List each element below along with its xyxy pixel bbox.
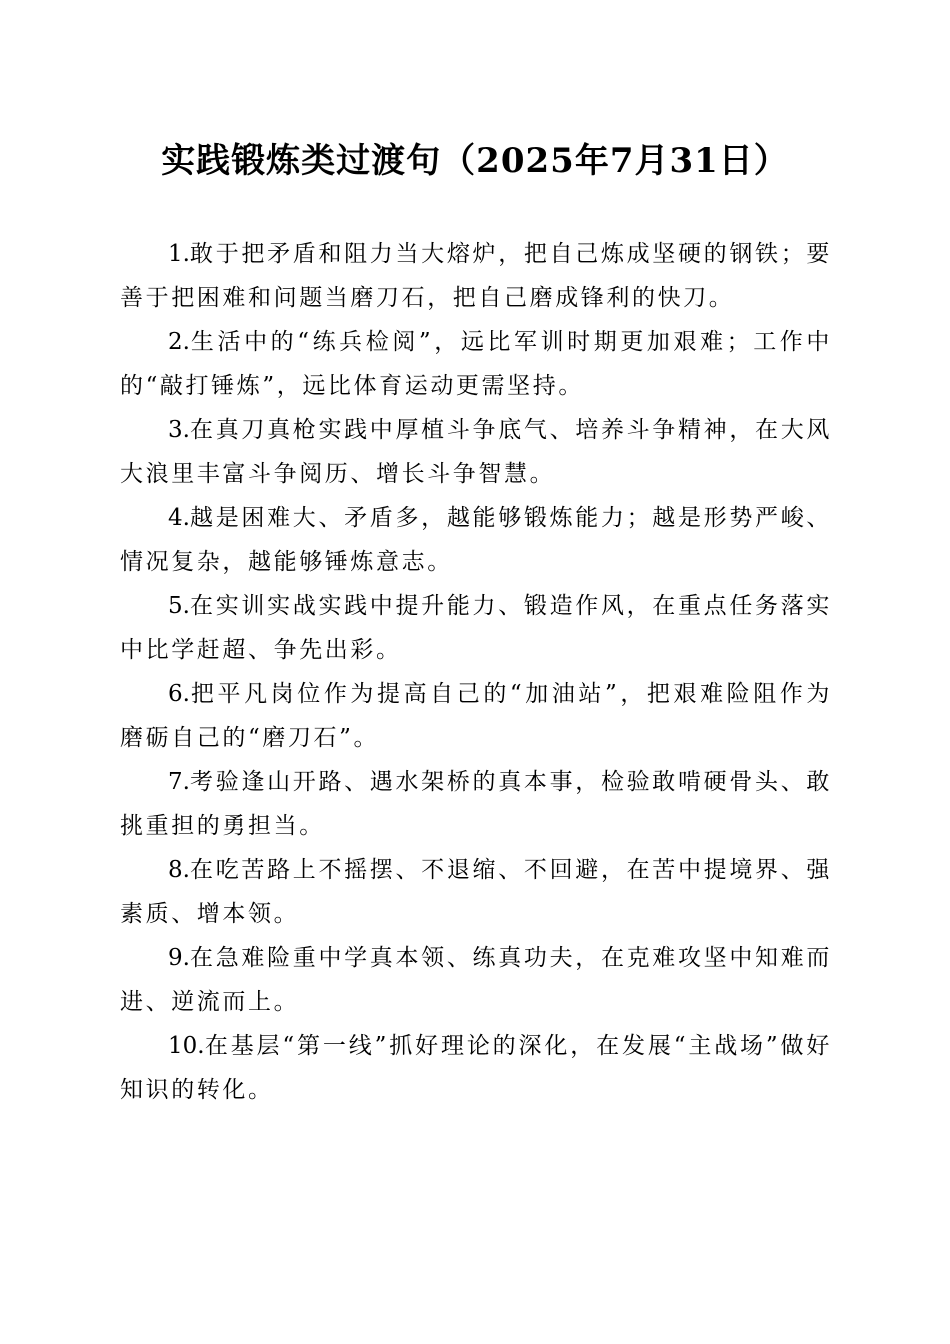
- page-title: 实践锻炼类过渡句（2025年7月31日）: [161, 141, 789, 181]
- item-text: 在实训实战实践中提升能力、锻造作风，在重点任务落实中比学赶超、争先出彩。: [120, 593, 832, 663]
- item-number: 1.: [168, 241, 190, 267]
- item-text: 越是困难大、矛盾多，越能够锻炼能力；越是形势严峻、情况复杂，越能够锤炼意志。: [120, 505, 832, 575]
- item-number: 10.: [168, 1033, 205, 1059]
- item-number: 7.: [168, 769, 190, 795]
- item-number: 8.: [168, 857, 190, 883]
- item-number: 4.: [168, 505, 190, 531]
- item-number: 3.: [168, 417, 190, 443]
- item-text: 敢于把矛盾和阻力当大熔炉，把自己炼成坚硬的钢铁；要善于把困难和问题当磨刀石，把自己磨成锋利的快刀。: [120, 241, 832, 311]
- document-body: [120, 232, 832, 1112]
- list-item: [120, 408, 832, 496]
- list-item: [120, 936, 832, 1024]
- list-item: [120, 496, 832, 584]
- item-text: 把平凡岗位作为提高自己的“加油站”，把艰难险阻作为磨砺自己的“磨刀石”。: [120, 681, 832, 751]
- item-number: 9.: [168, 945, 190, 971]
- item-text: 在基层“第一线”抓好理论的深化，在发展“主战场”做好知识的转化。: [120, 1033, 832, 1103]
- list-item: [120, 672, 832, 760]
- item-number: 5.: [168, 593, 190, 619]
- list-item: [120, 320, 832, 408]
- list-item: [120, 232, 832, 320]
- list-item: [120, 1024, 832, 1112]
- item-number: 2.: [168, 329, 190, 355]
- item-text: 生活中的“练兵检阅”，远比军训时期更加艰难；工作中的“敲打锤炼”，远比体育运动更需坚持。: [120, 329, 832, 399]
- item-text: 在吃苦路上不摇摆、不退缩、不回避，在苦中提境界、强素质、增本领。: [120, 857, 832, 927]
- item-number: 6.: [168, 681, 190, 707]
- list-item: [120, 584, 832, 672]
- list-item: [120, 848, 832, 936]
- item-text: 在真刀真枪实践中厚植斗争底气、培养斗争精神，在大风大浪里丰富斗争阅历、增长斗争智慧。: [120, 417, 832, 487]
- item-text: 在急难险重中学真本领、练真功夫，在克难攻坚中知难而进、逆流而上。: [120, 945, 832, 1015]
- list-item: [120, 760, 832, 848]
- item-text: 考验逢山开路、遇水架桥的真本事，检验敢啃硬骨头、敢挑重担的勇担当。: [120, 769, 832, 839]
